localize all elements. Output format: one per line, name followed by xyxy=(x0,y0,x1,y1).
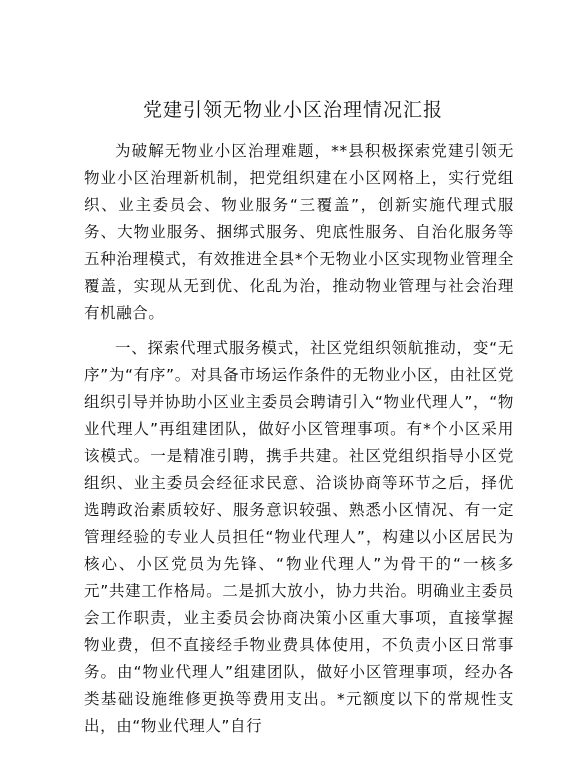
paragraph-section-1: 一、探索代理式服务模式，社区党组织领航推动，变“无序”为“有序”。对具备市场运作条件的无物业小区，由社区党组织引导并协助小区业主委员会聘请引入“物业代理人”，“物业代理人”再组建团队，做好小区管理事项。有*个小区采用该模式。一是精准引聘，携手共建。社区党组织指导小区党组织、业主委员会经征求民意、洽谈协商等环节之后，择优选聘政治素质较好、服务意识较强、熟悉小区情况、有一定管理经验的专业人员担任“物业代理人”，构建以小区居民为核心、小区党员为先锋、“物业代理人”为骨干的“一核多元”共建工作格局。二是抓大放小，协力共治。明确业主委员会工作职责，业主委员会协商决策小区重大事项，直接掌握物业费，但不直接经手物业费具体使用，不负责小区日常事务。由“物业代理人”组建团队，做好小区管理事项，经办各类基础设施维修更换等费用支出。*元额度以下的常规性支出，由“物业代理人”自行 xyxy=(84,339,514,735)
document-body xyxy=(84,138,514,740)
document-title: 党建引领无物业小区治理情况汇报 xyxy=(142,99,443,121)
paragraph-intro: 为破解无物业小区治理难题，**县积极探索党建引领无物业小区治理新机制，把党组织建在小区网格上，实行党组织、业主委员会、物业服务“三覆盖”，创新实施代理式服务、大物业服务、捆绑式服务、兜底性服务、自治化服务等五种治理模式，有效推进全县*个无物业小区实现物业管理全覆盖，实现从无到优、化乱为治，推动物业管理与社会治理有机融合。 xyxy=(84,142,514,322)
